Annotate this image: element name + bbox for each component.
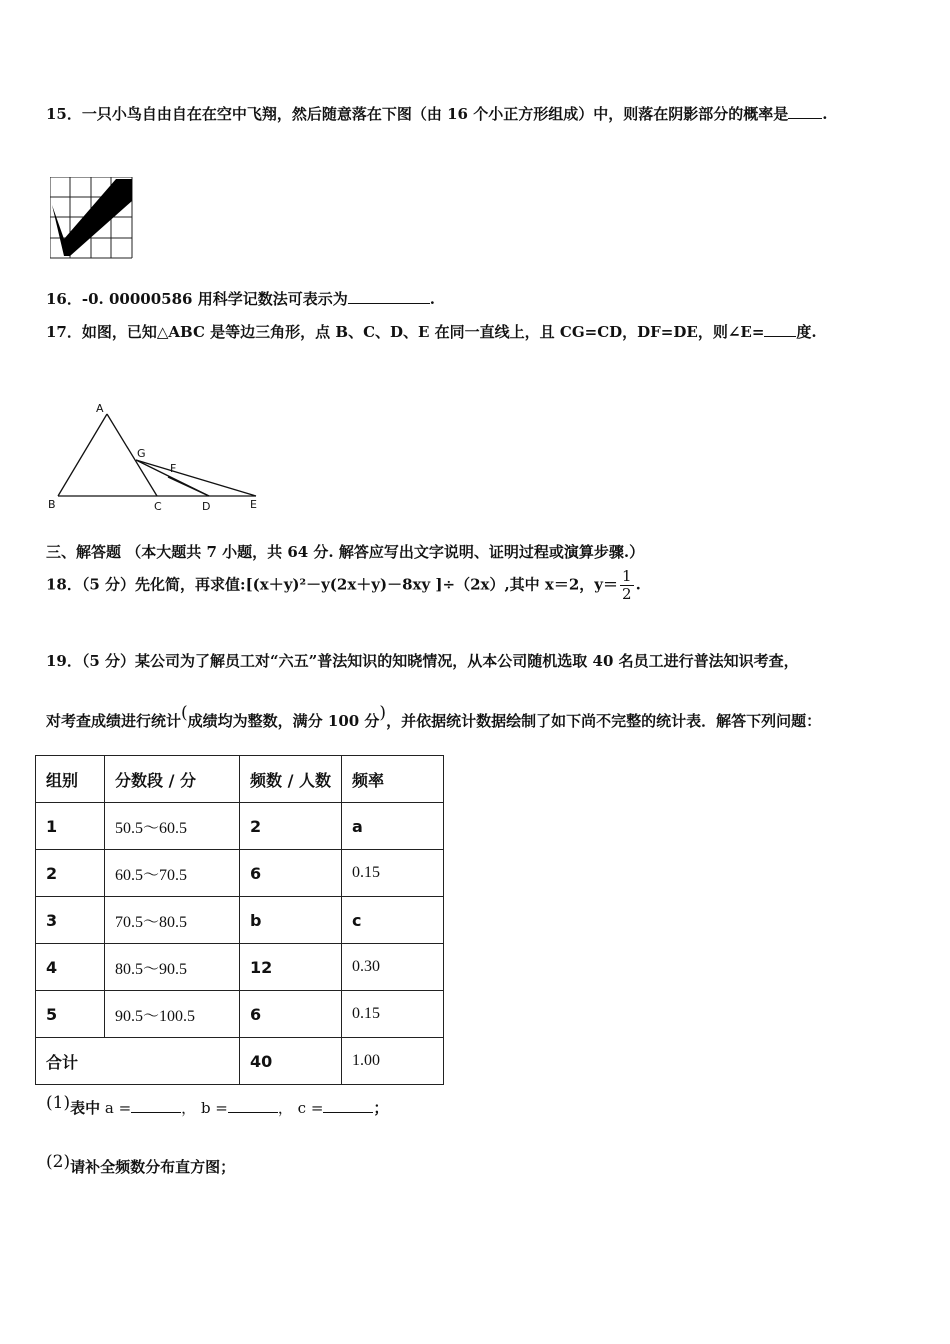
label-e: E [250, 498, 257, 511]
table-row [36, 850, 444, 897]
cell-count: 6 [240, 850, 342, 897]
label-g: G [137, 447, 146, 460]
q19-paren-open: ( [181, 703, 188, 723]
cell-range: 90.5～100.5 [105, 991, 240, 1038]
q15-end: . [822, 105, 828, 123]
q19-line2 [46, 703, 822, 731]
q19-line2-c: ，并依据统计数据绘制了如下尚不完整的统计表．解答下列问题： [386, 712, 822, 730]
sub2-text [46, 1152, 236, 1177]
q18-frac-den: 2 [622, 585, 632, 603]
q15-answer-blank [788, 104, 822, 119]
stats-table [35, 755, 444, 1085]
q19-line2-b: 成绩均为整数，满分 100 分 [187, 712, 380, 730]
cell-rate: 0.15 [342, 991, 444, 1038]
q17-end: 度. [796, 323, 817, 341]
cell-rate: a [342, 803, 444, 850]
q16-text [46, 288, 435, 309]
cell-range: 50.5～60.5 [105, 803, 240, 850]
sub1-a-label: a = [104, 1099, 132, 1117]
q17-answer-blank [764, 322, 796, 337]
q17-triangle-figure [44, 400, 268, 514]
cell-range: 60.5～70.5 [105, 850, 240, 897]
q15-stem: 15．一只小鸟自由自在在空中飞翔，然后随意落在下图（由 16 个小正方形组成）中，则落在阴影部分的概率是 [46, 105, 789, 123]
cell-group: 1 [36, 803, 105, 850]
sub1-end: ； [373, 1099, 389, 1117]
cell-range: 80.5～90.5 [105, 944, 240, 991]
sub1-text [46, 1093, 389, 1118]
label-d: D [202, 500, 211, 513]
q18-stem: 18．（5 分）先化简，再求值:[(x＋y)²－y(2x＋y)－8xy ]÷（2x）,其中 x＝2，y＝ [46, 575, 619, 594]
cell-rate: c [342, 897, 444, 944]
cell-count: 12 [240, 944, 342, 991]
header-rate: 频率 [342, 756, 444, 803]
side-ab [58, 414, 107, 496]
sub1-b-blank [228, 1098, 278, 1113]
q18-end: . [635, 575, 641, 594]
header-score-range: 分数段 / 分 [105, 756, 240, 803]
sub2-stem: 请补全频数分布直方图； [70, 1158, 236, 1176]
side-ac [107, 414, 157, 496]
cell-rate: 0.30 [342, 944, 444, 991]
cell-rate: 0.15 [342, 850, 444, 897]
q15-grid-figure [50, 177, 134, 259]
table-header-row [36, 756, 444, 803]
cell-total-rate: 1.00 [342, 1038, 444, 1085]
label-b: B [48, 498, 56, 511]
sub2-number: (2) [46, 1152, 71, 1172]
q17-text [46, 321, 817, 342]
q16-answer-blank [348, 289, 430, 304]
q16-end: . [429, 290, 435, 308]
table-row [36, 944, 444, 991]
cell-group: 3 [36, 897, 105, 944]
table-total-row [36, 1038, 444, 1085]
label-f: F [170, 462, 177, 475]
table-row [36, 991, 444, 1038]
sub1-b-label: ， b = [181, 1099, 228, 1117]
q19-line1: 19．（5 分）某公司为了解员工对“六五”普法知识的知晓情况，从本公司随机选取 40 名员工进行普法知识考查， [46, 652, 799, 670]
label-a: A [96, 402, 104, 415]
cell-total-label: 合计 [36, 1038, 240, 1085]
sub1-number: (1) [46, 1093, 71, 1113]
q19-line2-a: 对考查成绩进行统计 [46, 712, 182, 730]
cell-count: 2 [240, 803, 342, 850]
table-row [36, 803, 444, 850]
q15-text [46, 103, 827, 124]
cell-group: 4 [36, 944, 105, 991]
section-3-heading: 三、解答题 （本大题共 7 小题，共 64 分. 解答应写出文字说明、证明过程或演算步骤.） [46, 543, 645, 561]
cell-range: 70.5～80.5 [105, 897, 240, 944]
sub1-lead: 表中 [70, 1099, 101, 1117]
cell-count: 6 [240, 991, 342, 1038]
cell-group: 5 [36, 991, 105, 1038]
q17-stem: 17．如图，已知△ABC 是等边三角形，点 B、C、D、E 在同一直线上，且 CG=CD，DF=DE，则∠E= [46, 323, 765, 341]
label-c: C [154, 500, 162, 513]
sub1-c-label: ， c = [277, 1099, 324, 1117]
sub1-a-blank [131, 1098, 181, 1113]
q16-stem: 16．-0. 00000586 用科学记数法可表示为 [46, 290, 348, 308]
cell-count: b [240, 897, 342, 944]
header-group: 组别 [36, 756, 105, 803]
header-frequency: 频数 / 人数 [240, 756, 342, 803]
cell-total-count: 40 [240, 1038, 342, 1085]
sub1-c-blank [323, 1098, 373, 1113]
cell-group: 2 [36, 850, 105, 897]
q19-paren-close: ) [379, 703, 387, 723]
q18-frac-num: 1 [622, 567, 632, 585]
table-row [36, 897, 444, 944]
q18-fraction [620, 568, 634, 603]
q18-text [46, 568, 641, 603]
